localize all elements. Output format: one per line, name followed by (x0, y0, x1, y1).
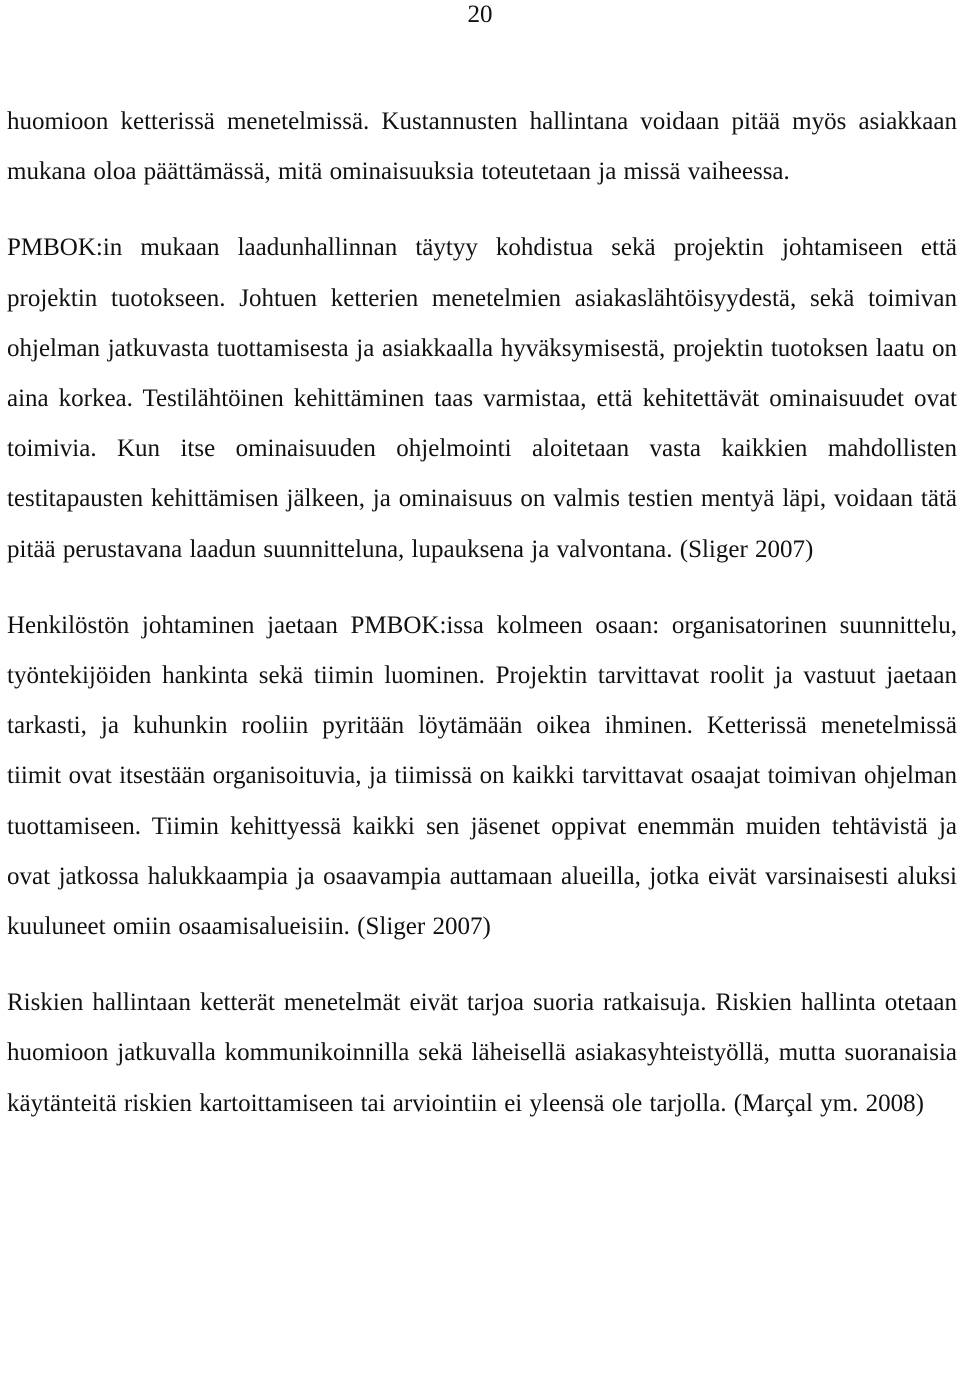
paragraph-quality-management: PMBOK:in mukaan laadunhallinnan täytyy kohdistua sekä projektin johtamiseen että projektin tuotokseen. Johtuen ketterien menetelmien asiakaslähtöisyydestä, sekä toimivan ohjelman jatkuvasta tuottamisesta ja asiakkaalla hyväksymisestä, projektin tuotoksen laatu on aina korkea. Testilähtöinen kehittäminen taas varmistaa, että kehitettävät ominaisuudet ovat toimivia. Kun itse ominaisuuden ohjelmointi aloitetaan vasta kaikkien mahdollisten testitapausten kehittämisen jälkeen, ja ominaisuus on valmis testien mentyä läpi, voidaan tätä pitää perustavana laadun suunnitteluna, lupauksena ja valvontana. (Sliger 2007) (7, 234, 957, 563)
document-body (7, 97, 957, 1129)
paragraph-risk-management: Riskien hallintaan ketterät menetelmät eivät tarjoa suoria ratkaisuja. Riskien hallinta otetaan huomioon jatkuvalla kommunikoinnilla sekä läheisellä asiakasyhteistyöllä, mutta suoranaisia käytänteitä riskien kartoittamiseen tai arviointiin ei yleensä ole tarjolla. (Marçal ym. 2008) (7, 989, 957, 1117)
page-number: 20 (467, 1, 493, 28)
paragraph-human-resources: Henkilöstön johtaminen jaetaan PMBOK:issa kolmeen osaan: organisatorinen suunnittelu, työntekijöiden hankinta sekä tiimin luominen. Projektin tarvittavat roolit ja vastuut jaetaan tarkasti, ja kuhunkin rooliin pyritään löytämään oikea ihminen. Ketterissä menetelmissä tiimit ovat itsestään organisoituvia, ja tiimissä on kaikki tarvittavat osaajat toimivan ohjelman tuottamiseen. Tiimin kehittyessä kaikki sen jäsenet oppivat enemmän muiden tehtävistä ja ovat jatkossa halukkaampia ja osaavampia auttamaan alueilla, jotka eivät varsinaisesti aluksi kuuluneet omiin osaamisalueisiin. (Sliger 2007) (7, 611, 957, 941)
paragraph-cost-management: huomioon ketterissä menetelmissä. Kustannusten hallintana voidaan pitää myös asiakkaan mukana oloa päättämässä, mitä ominaisuuksia toteutetaan ja missä vaiheessa. (7, 108, 957, 186)
